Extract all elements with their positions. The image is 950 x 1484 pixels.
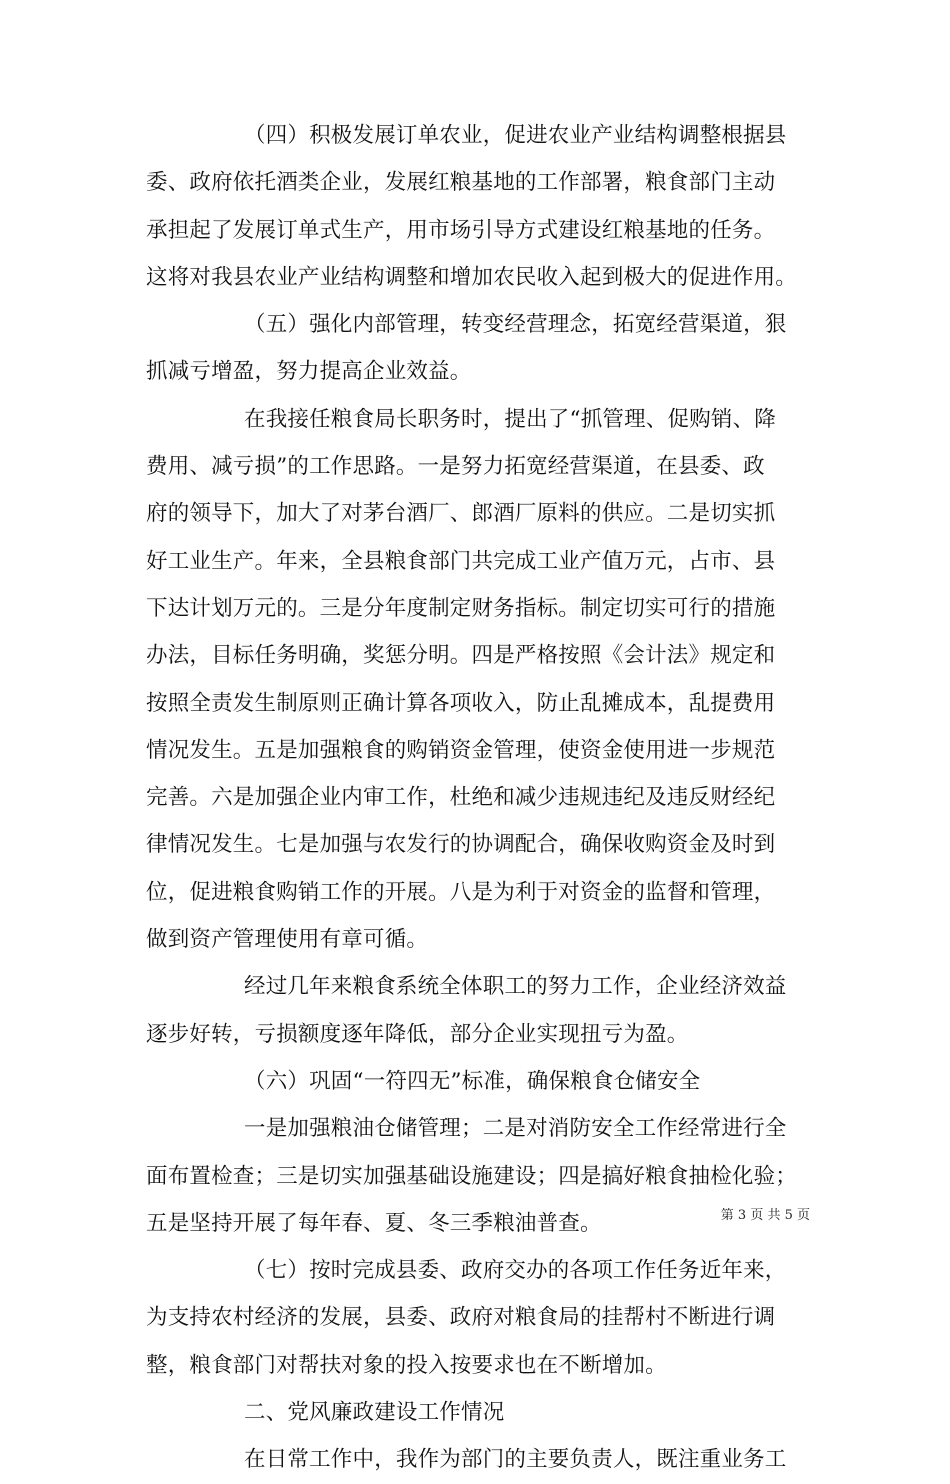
text-line: 为支持农村经济的发展，县委、政府对粮食局的挂帮村不断进行调 (146, 1305, 776, 1331)
text-line: 在日常工作中，我作为部门的主要负责人，既注重业务工 (244, 1447, 787, 1473)
text-line: （四）积极发展订单农业，促进农业产业结构调整根据县 (244, 123, 787, 148)
text-line: 面布置检查；三是切实加强基础设施建设；四是搞好粮食抽检化验； (146, 1163, 798, 1189)
text-line: 情况发生。五是加强粮食的购销资金管理，使资金使用进一步规范 (146, 737, 776, 763)
section-heading: 二、党风廉政建设工作情况 (244, 1400, 505, 1426)
text-line: 完善。六是加强企业内审工作，杜绝和减少违规违纪及违反财经纪 (146, 785, 776, 811)
body-text (146, 112, 806, 1484)
text-line: 承担起了发展订单式生产，用市场引导方式建设红粮基地的任务。 (146, 217, 776, 243)
text-line: 按照全责发生制原则正确计算各项收入，防止乱摊成本，乱提费用 (146, 690, 776, 716)
text-line: 做到资产管理使用有章可循。 (146, 927, 429, 953)
text-line: 办法，目标任务明确，奖惩分明。四是严格按照《会计法》规定和 (146, 643, 776, 669)
text-line: 在我接任粮食局长职务时，提出了“抓管理、促购销、降 (244, 406, 776, 432)
text-line: 下达计划万元的。三是分年度制定财务指标。制定切实可行的措施 (146, 595, 776, 621)
text-line: （六）巩固“一符四无”标准，确保粮食仓储安全 (244, 1068, 701, 1094)
text-line: 抓减亏增盈，努力提高企业效益。 (146, 359, 472, 385)
text-line: 位，促进粮食购销工作的开展。八是为利于对资金的监督和管理， (146, 879, 776, 905)
text-line: 一是加强粮油仓储管理；二是对消防安全工作经常进行全 (244, 1116, 787, 1142)
text-line: （五）强化内部管理，转变经营理念，拓宽经营渠道，狠 (244, 312, 787, 338)
text-line: 整，粮食部门对帮扶对象的投入按要求也在不断增加。 (146, 1352, 667, 1378)
text-line: 委、政府依托酒类企业，发展红粮基地的工作部署，粮食部门主动 (146, 170, 776, 196)
text-line: 律情况发生。七是加强与农发行的协调配合，确保收购资金及时到 (146, 832, 776, 858)
text-line: 费用、减亏损”的工作思路。一是努力拓宽经营渠道，在县委、政 (146, 454, 765, 480)
text-line: 这将对我县农业产业结构调整和增加农民收入起到极大的促进作用。 (146, 264, 798, 290)
page-number: 第 3 页 共 5 页 (720, 1208, 810, 1223)
text-line: （七）按时完成县委、政府交办的各项工作任务近年来， (244, 1258, 787, 1284)
text-line: 好工业生产。年来，全县粮食部门共完成工业产值万元，占市、县 (146, 548, 776, 574)
text-line: 五是坚持开展了每年春、夏、冬三季粮油普查。 (146, 1210, 602, 1236)
text-line: 逐步好转，亏损额度逐年降低，部分企业实现扭亏为盈。 (146, 1021, 689, 1047)
text-line: 府的领导下，加大了对茅台酒厂、郎酒厂原料的供应。二是切实抓 (146, 501, 776, 527)
text-line: 经过几年来粮食系统全体职工的努力工作，企业经济效益 (244, 974, 787, 1000)
